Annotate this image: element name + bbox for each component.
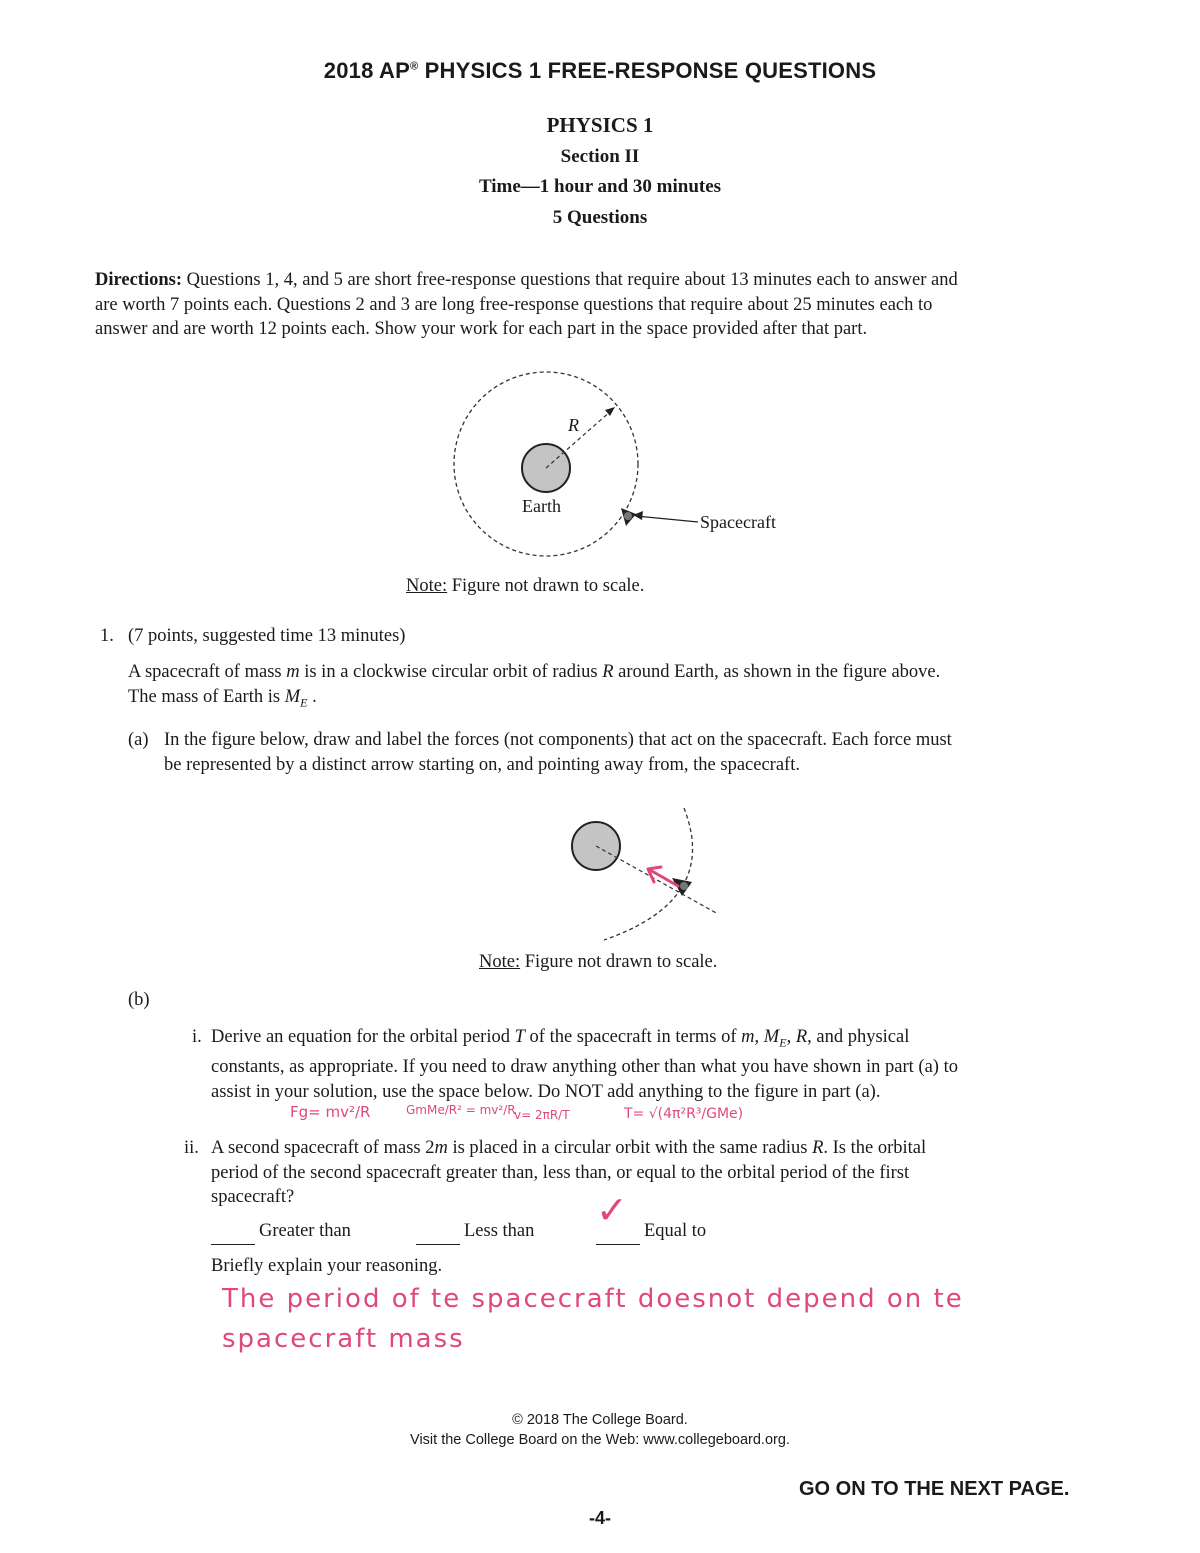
section-question-count: 5 Questions <box>552 207 648 228</box>
page-number: -4- <box>589 1508 611 1528</box>
question-stem: A spacecraft of mass m is in a clockwise circular orbit of radius R around Earth, as shown in the figure above. The mass of Earth is $M_E$ . <box>128 662 941 710</box>
handwritten-equation-velocity: v= 2πR/T <box>514 1108 570 1122</box>
directions-label: Directions: <box>95 270 182 290</box>
handwritten-check-mark: ✓ <box>596 1188 628 1232</box>
radius-label: R <box>568 415 579 435</box>
handwritten-answer-line1: The period of te spacecraft doesnot depend on te <box>222 1284 964 1314</box>
page-header-title: 2018 AP® PHYSICS 1 FREE-RESPONSE QUESTIONS <box>323 58 877 83</box>
choice-less-than[interactable]: Less than <box>416 1219 534 1245</box>
choice-equal-to[interactable]: Equal to <box>596 1219 706 1245</box>
handwritten-equation-gravity: Fg= mv²/R <box>290 1103 371 1121</box>
question-number: 1. <box>100 626 114 646</box>
footer-copyright: © 2018 The College Board. <box>512 1412 688 1428</box>
handwritten-answer-line2: spacecraft mass <box>222 1324 465 1354</box>
part-b-ii-text: A second spacecraft of mass 2m is placed in a circular orbit with the same radius R. Is the orbital period of the second spacecraft greater than, less than, or equal to the orbital period of the first spacecraft? <box>211 1138 927 1207</box>
spacecraft-icon-small <box>672 878 692 896</box>
section-part: Section II <box>560 146 640 167</box>
spacecraft-label: Spacecraft <box>700 512 776 532</box>
handwritten-equation-period: T= √(4π²R³/GMe) <box>624 1106 744 1122</box>
orbit-diagram <box>440 368 820 568</box>
footer-visit: Visit the College Board on the Web: www.collegeboard.org. <box>410 1432 790 1448</box>
spacecraft-pointer-arrowhead <box>633 511 643 520</box>
directions-block: Directions: Questions 1, 4, and 5 are short free-response questions that require about 13 minutes each to answer and are worth 7 points each. Questions 2 and 3 are long free-response questions that require about 25 minutes each to answer and are worth 12 points each. Show your work for each part in the space provided after that part. <box>95 270 958 339</box>
spacecraft-pointer-line <box>636 516 698 522</box>
choice-greater-than[interactable]: Greater than <box>211 1219 351 1245</box>
choice-blank <box>416 1219 460 1245</box>
orbit-arc <box>604 808 693 940</box>
part-b-i-label: i. <box>192 1027 202 1047</box>
choice-blank <box>211 1219 255 1245</box>
figure2-note: Note: Figure not drawn to scale. <box>479 952 718 972</box>
force-diagram <box>560 800 740 950</box>
section-name: PHYSICS 1 <box>546 113 654 137</box>
section-time: Time—1 hour and 30 minutes <box>478 176 722 197</box>
handwritten-equation-balance: GmMe/R² = mv²/R <box>406 1103 516 1117</box>
earth-label: Earth <box>522 496 561 516</box>
question-points: (7 points, suggested time 13 minutes) <box>128 626 406 646</box>
part-b-i-text: Derive an equation for the orbital period T of the spacecraft in terms of m, $M_E$, R, and physical constants, as appropriate. If you need to draw anything other than what you have shown in part (a) to assist in your solution, use the space below. Do NOT add anything to the figure in part (a). <box>211 1027 958 1102</box>
part-a-text: In the figure below, draw and label the forces (not components) that act on the spacecraft. Each force must be represented by a distinct arrow starting on, and pointing away from, the spacecraft. <box>164 730 952 775</box>
explain-prompt: Briefly explain your reasoning. <box>211 1256 443 1276</box>
spacecraft-icon <box>621 508 636 526</box>
part-b-ii-label: ii. <box>184 1138 199 1158</box>
go-on-notice: GO ON TO THE NEXT PAGE. <box>799 1478 1070 1500</box>
part-a-label: (a) <box>128 730 149 750</box>
part-b-label: (b) <box>128 990 150 1010</box>
figure1-note: Note: Figure not drawn to scale. <box>406 576 645 596</box>
